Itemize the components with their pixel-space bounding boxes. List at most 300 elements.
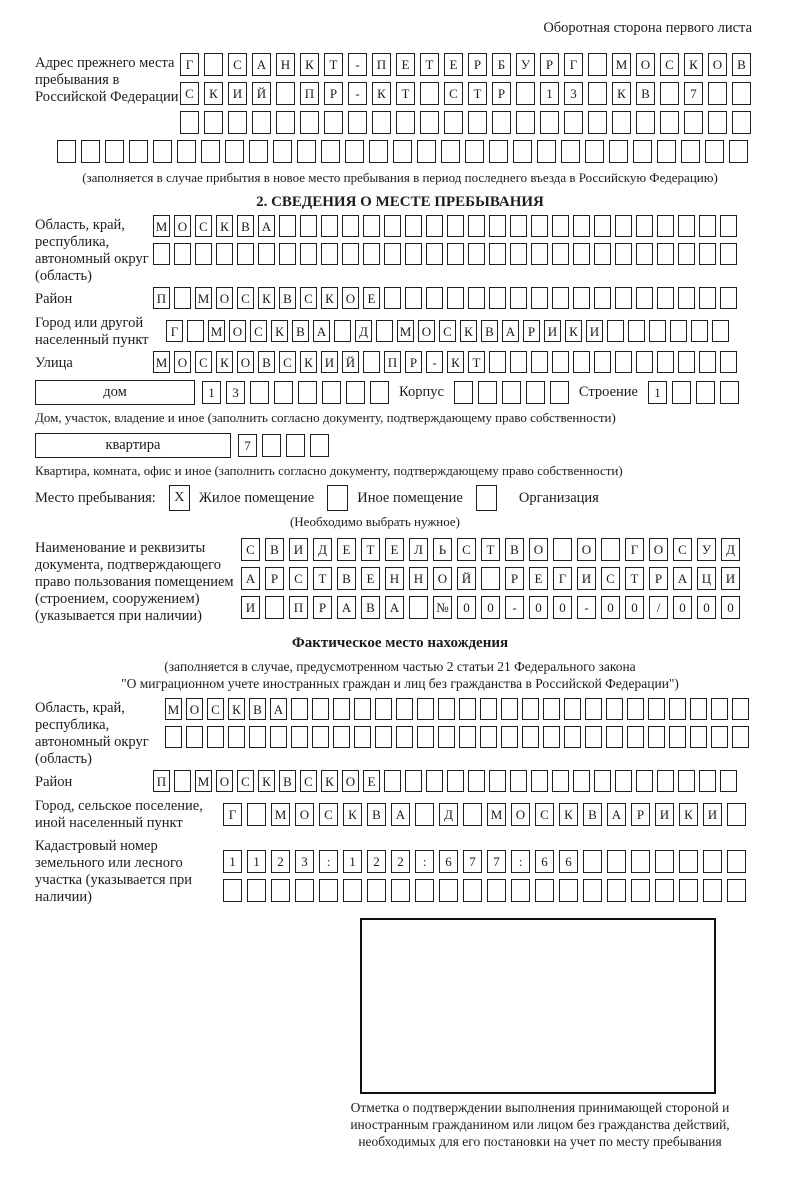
char-cell[interactable]: С	[180, 82, 199, 105]
char-cell[interactable]	[657, 287, 674, 309]
char-cell[interactable]	[468, 287, 485, 309]
char-cell[interactable]	[447, 287, 464, 309]
char-cell[interactable]	[543, 698, 560, 720]
char-cell[interactable]: О	[636, 53, 655, 76]
char-cell[interactable]	[415, 879, 434, 902]
char-cell[interactable]	[447, 243, 464, 265]
char-cell[interactable]	[363, 215, 380, 237]
char-cell[interactable]: К	[271, 320, 288, 342]
char-cell[interactable]: О	[174, 351, 191, 373]
char-cell[interactable]: К	[321, 287, 338, 309]
char-cell[interactable]	[207, 726, 224, 748]
char-cell[interactable]	[262, 434, 281, 457]
char-cell[interactable]	[342, 243, 359, 265]
char-cell[interactable]: 0	[481, 596, 500, 619]
char-cell[interactable]: 0	[457, 596, 476, 619]
char-cell[interactable]: 1	[540, 82, 559, 105]
char-cell[interactable]	[531, 215, 548, 237]
char-cell[interactable]: С	[444, 82, 463, 105]
char-cell[interactable]: О	[708, 53, 727, 76]
char-cell[interactable]: В	[258, 351, 275, 373]
char-cell[interactable]	[489, 287, 506, 309]
char-cell[interactable]	[391, 879, 410, 902]
char-cell[interactable]: Т	[361, 538, 380, 561]
char-cell[interactable]	[612, 111, 631, 134]
char-cell[interactable]	[300, 243, 317, 265]
char-cell[interactable]: А	[252, 53, 271, 76]
char-cell[interactable]: С	[195, 351, 212, 373]
char-cell[interactable]	[489, 243, 506, 265]
char-cell[interactable]	[636, 770, 653, 792]
char-cell[interactable]: О	[529, 538, 548, 561]
char-cell[interactable]: 2	[271, 850, 290, 873]
char-cell[interactable]	[531, 243, 548, 265]
char-cell[interactable]	[516, 111, 535, 134]
char-cell[interactable]: О	[216, 287, 233, 309]
char-cell[interactable]	[660, 82, 679, 105]
char-cell[interactable]	[657, 770, 674, 792]
char-cell[interactable]: :	[319, 850, 338, 873]
char-cell[interactable]: С	[673, 538, 692, 561]
char-cell[interactable]	[540, 111, 559, 134]
char-cell[interactable]	[334, 320, 351, 342]
char-cell[interactable]: М	[271, 803, 290, 826]
char-cell[interactable]: П	[372, 53, 391, 76]
char-cell[interactable]	[678, 215, 695, 237]
char-cell[interactable]	[396, 111, 415, 134]
char-cell[interactable]	[678, 287, 695, 309]
char-cell[interactable]: -	[348, 82, 367, 105]
char-cell[interactable]	[607, 879, 626, 902]
char-cell[interactable]	[655, 850, 674, 873]
char-cell[interactable]	[405, 770, 422, 792]
char-cell[interactable]: -	[348, 53, 367, 76]
char-cell[interactable]	[279, 215, 296, 237]
char-cell[interactable]	[678, 770, 695, 792]
char-cell[interactable]: 6	[535, 850, 554, 873]
char-cell[interactable]: 2	[391, 850, 410, 873]
char-cell[interactable]: А	[241, 567, 260, 590]
char-cell[interactable]	[550, 381, 569, 404]
char-cell[interactable]	[615, 243, 632, 265]
char-cell[interactable]	[177, 140, 196, 163]
char-cell[interactable]	[354, 698, 371, 720]
char-cell[interactable]	[585, 140, 604, 163]
char-cell[interactable]	[732, 82, 751, 105]
char-cell[interactable]: 7	[463, 850, 482, 873]
char-cell[interactable]	[526, 381, 545, 404]
char-cell[interactable]	[372, 111, 391, 134]
char-cell[interactable]: К	[321, 770, 338, 792]
char-cell[interactable]	[459, 726, 476, 748]
char-cell[interactable]	[573, 287, 590, 309]
char-cell[interactable]: О	[418, 320, 435, 342]
char-cell[interactable]: Й	[252, 82, 271, 105]
char-cell[interactable]	[321, 215, 338, 237]
char-cell[interactable]	[265, 596, 284, 619]
char-cell[interactable]: :	[415, 850, 434, 873]
char-cell[interactable]	[573, 243, 590, 265]
char-cell[interactable]: К	[216, 215, 233, 237]
char-cell[interactable]: М	[195, 770, 212, 792]
char-cell[interactable]: С	[241, 538, 260, 561]
char-cell[interactable]	[657, 243, 674, 265]
char-cell[interactable]	[363, 243, 380, 265]
char-cell[interactable]	[468, 243, 485, 265]
other-premises-checkbox[interactable]	[327, 485, 348, 511]
char-cell[interactable]: О	[649, 538, 668, 561]
char-cell[interactable]	[510, 770, 527, 792]
char-cell[interactable]	[463, 803, 482, 826]
char-cell[interactable]	[225, 140, 244, 163]
char-cell[interactable]	[417, 140, 436, 163]
char-cell[interactable]: М	[153, 215, 170, 237]
char-cell[interactable]	[510, 351, 527, 373]
char-cell[interactable]	[705, 140, 724, 163]
char-cell[interactable]	[516, 82, 535, 105]
char-cell[interactable]: И	[289, 538, 308, 561]
char-cell[interactable]: Е	[444, 53, 463, 76]
char-cell[interactable]: В	[279, 287, 296, 309]
char-cell[interactable]	[438, 726, 455, 748]
char-cell[interactable]	[552, 215, 569, 237]
char-cell[interactable]	[343, 879, 362, 902]
char-cell[interactable]: О	[216, 770, 233, 792]
char-cell[interactable]	[606, 726, 623, 748]
char-cell[interactable]	[345, 140, 364, 163]
char-cell[interactable]	[588, 53, 607, 76]
char-cell[interactable]: В	[732, 53, 751, 76]
char-cell[interactable]	[354, 726, 371, 748]
char-cell[interactable]: Р	[468, 53, 487, 76]
char-cell[interactable]: С	[207, 698, 224, 720]
char-cell[interactable]: К	[679, 803, 698, 826]
char-cell[interactable]: -	[505, 596, 524, 619]
char-cell[interactable]: П	[289, 596, 308, 619]
char-cell[interactable]	[279, 243, 296, 265]
char-cell[interactable]	[405, 215, 422, 237]
char-cell[interactable]: С	[195, 215, 212, 237]
char-cell[interactable]: В	[361, 596, 380, 619]
char-cell[interactable]	[703, 879, 722, 902]
char-cell[interactable]	[727, 803, 746, 826]
char-cell[interactable]	[342, 215, 359, 237]
char-cell[interactable]: О	[433, 567, 452, 590]
char-cell[interactable]: Г	[625, 538, 644, 561]
char-cell[interactable]	[129, 140, 148, 163]
char-cell[interactable]	[720, 215, 737, 237]
organization-checkbox[interactable]	[476, 485, 497, 511]
char-cell[interactable]	[204, 111, 223, 134]
char-cell[interactable]	[247, 803, 266, 826]
char-cell[interactable]	[510, 287, 527, 309]
char-cell[interactable]	[420, 82, 439, 105]
char-cell[interactable]: /	[649, 596, 668, 619]
char-cell[interactable]	[223, 879, 242, 902]
char-cell[interactable]	[420, 111, 439, 134]
char-cell[interactable]	[657, 140, 676, 163]
char-cell[interactable]	[487, 879, 506, 902]
char-cell[interactable]: Й	[342, 351, 359, 373]
char-cell[interactable]: 0	[673, 596, 692, 619]
char-cell[interactable]	[573, 351, 590, 373]
char-cell[interactable]	[720, 770, 737, 792]
char-cell[interactable]	[678, 243, 695, 265]
char-cell[interactable]	[511, 879, 530, 902]
char-cell[interactable]: И	[321, 351, 338, 373]
char-cell[interactable]	[648, 698, 665, 720]
char-cell[interactable]	[657, 351, 674, 373]
char-cell[interactable]: В	[249, 698, 266, 720]
char-cell[interactable]: Е	[363, 770, 380, 792]
char-cell[interactable]: Н	[409, 567, 428, 590]
char-cell[interactable]: О	[186, 698, 203, 720]
char-cell[interactable]	[187, 320, 204, 342]
char-cell[interactable]: С	[457, 538, 476, 561]
char-cell[interactable]	[174, 287, 191, 309]
char-cell[interactable]: Р	[265, 567, 284, 590]
char-cell[interactable]	[594, 243, 611, 265]
char-cell[interactable]: У	[697, 538, 716, 561]
char-cell[interactable]	[396, 698, 413, 720]
char-cell[interactable]: О	[342, 287, 359, 309]
char-cell[interactable]	[174, 770, 191, 792]
char-cell[interactable]: Д	[721, 538, 740, 561]
char-cell[interactable]	[438, 698, 455, 720]
char-cell[interactable]	[699, 215, 716, 237]
char-cell[interactable]: Г	[223, 803, 242, 826]
char-cell[interactable]	[417, 698, 434, 720]
char-cell[interactable]: Р	[505, 567, 524, 590]
char-cell[interactable]: К	[460, 320, 477, 342]
char-cell[interactable]: 0	[697, 596, 716, 619]
char-cell[interactable]	[258, 243, 275, 265]
char-cell[interactable]: 1	[343, 850, 362, 873]
char-cell[interactable]: С	[535, 803, 554, 826]
char-cell[interactable]	[678, 351, 695, 373]
char-cell[interactable]: Т	[468, 82, 487, 105]
char-cell[interactable]	[690, 698, 707, 720]
char-cell[interactable]	[186, 726, 203, 748]
apartment-type-box[interactable]: квартира	[35, 433, 231, 458]
char-cell[interactable]: Й	[457, 567, 476, 590]
char-cell[interactable]	[703, 850, 722, 873]
char-cell[interactable]	[720, 351, 737, 373]
char-cell[interactable]: И	[544, 320, 561, 342]
char-cell[interactable]	[492, 111, 511, 134]
char-cell[interactable]	[699, 770, 716, 792]
char-cell[interactable]	[174, 243, 191, 265]
char-cell[interactable]: А	[391, 803, 410, 826]
char-cell[interactable]: А	[607, 803, 626, 826]
char-cell[interactable]: М	[487, 803, 506, 826]
char-cell[interactable]: Р	[324, 82, 343, 105]
char-cell[interactable]	[228, 726, 245, 748]
char-cell[interactable]	[583, 850, 602, 873]
char-cell[interactable]	[501, 726, 518, 748]
char-cell[interactable]	[564, 698, 581, 720]
char-cell[interactable]	[270, 726, 287, 748]
char-cell[interactable]: Р	[649, 567, 668, 590]
residential-checkbox[interactable]: X	[169, 485, 190, 511]
char-cell[interactable]	[636, 287, 653, 309]
char-cell[interactable]	[552, 351, 569, 373]
char-cell[interactable]	[369, 140, 388, 163]
char-cell[interactable]: С	[279, 351, 296, 373]
char-cell[interactable]: 1	[247, 850, 266, 873]
char-cell[interactable]	[615, 351, 632, 373]
char-cell[interactable]	[588, 82, 607, 105]
char-cell[interactable]	[426, 243, 443, 265]
char-cell[interactable]: С	[601, 567, 620, 590]
char-cell[interactable]	[417, 726, 434, 748]
char-cell[interactable]: В	[583, 803, 602, 826]
char-cell[interactable]	[657, 215, 674, 237]
char-cell[interactable]	[201, 140, 220, 163]
char-cell[interactable]	[204, 53, 223, 76]
char-cell[interactable]	[594, 215, 611, 237]
char-cell[interactable]: Ь	[433, 538, 452, 561]
char-cell[interactable]: 0	[601, 596, 620, 619]
char-cell[interactable]: Г	[180, 53, 199, 76]
char-cell[interactable]	[252, 111, 271, 134]
char-cell[interactable]	[615, 215, 632, 237]
char-cell[interactable]	[690, 726, 707, 748]
char-cell[interactable]	[333, 698, 350, 720]
char-cell[interactable]	[594, 770, 611, 792]
char-cell[interactable]: 1	[648, 381, 667, 404]
char-cell[interactable]: М	[153, 351, 170, 373]
char-cell[interactable]	[465, 140, 484, 163]
char-cell[interactable]	[699, 243, 716, 265]
char-cell[interactable]: 3	[226, 381, 245, 404]
char-cell[interactable]	[510, 215, 527, 237]
char-cell[interactable]	[537, 140, 556, 163]
char-cell[interactable]	[291, 698, 308, 720]
char-cell[interactable]	[319, 879, 338, 902]
char-cell[interactable]	[606, 698, 623, 720]
char-cell[interactable]: Е	[396, 53, 415, 76]
char-cell[interactable]: К	[559, 803, 578, 826]
char-cell[interactable]	[681, 140, 700, 163]
char-cell[interactable]	[699, 351, 716, 373]
char-cell[interactable]: Т	[396, 82, 415, 105]
char-cell[interactable]	[648, 726, 665, 748]
char-cell[interactable]: 2	[367, 850, 386, 873]
char-cell[interactable]: Д	[313, 538, 332, 561]
char-cell[interactable]	[672, 381, 691, 404]
char-cell[interactable]	[552, 287, 569, 309]
char-cell[interactable]	[489, 351, 506, 373]
char-cell[interactable]: С	[228, 53, 247, 76]
char-cell[interactable]: В	[337, 567, 356, 590]
char-cell[interactable]: Н	[276, 53, 295, 76]
char-cell[interactable]	[295, 879, 314, 902]
char-cell[interactable]	[165, 726, 182, 748]
char-cell[interactable]	[628, 320, 645, 342]
char-cell[interactable]	[585, 698, 602, 720]
char-cell[interactable]	[405, 243, 422, 265]
char-cell[interactable]: К	[612, 82, 631, 105]
char-cell[interactable]	[631, 850, 650, 873]
char-cell[interactable]: А	[502, 320, 519, 342]
char-cell[interactable]: А	[270, 698, 287, 720]
char-cell[interactable]	[321, 140, 340, 163]
char-cell[interactable]	[249, 140, 268, 163]
char-cell[interactable]: Т	[481, 538, 500, 561]
char-cell[interactable]: Д	[355, 320, 372, 342]
char-cell[interactable]	[636, 351, 653, 373]
char-cell[interactable]	[510, 243, 527, 265]
char-cell[interactable]: О	[511, 803, 530, 826]
char-cell[interactable]: И	[586, 320, 603, 342]
char-cell[interactable]: С	[439, 320, 456, 342]
char-cell[interactable]: В	[636, 82, 655, 105]
char-cell[interactable]	[300, 215, 317, 237]
char-cell[interactable]	[384, 287, 401, 309]
char-cell[interactable]	[727, 879, 746, 902]
char-cell[interactable]: В	[279, 770, 296, 792]
char-cell[interactable]	[585, 726, 602, 748]
char-cell[interactable]: К	[343, 803, 362, 826]
char-cell[interactable]: У	[516, 53, 535, 76]
char-cell[interactable]: 7	[684, 82, 703, 105]
char-cell[interactable]	[631, 879, 650, 902]
char-cell[interactable]: О	[229, 320, 246, 342]
char-cell[interactable]: Р	[492, 82, 511, 105]
char-cell[interactable]	[478, 381, 497, 404]
char-cell[interactable]	[273, 140, 292, 163]
char-cell[interactable]	[531, 351, 548, 373]
char-cell[interactable]: Т	[324, 53, 343, 76]
char-cell[interactable]: А	[673, 567, 692, 590]
char-cell[interactable]	[444, 111, 463, 134]
char-cell[interactable]	[732, 726, 749, 748]
char-cell[interactable]: Б	[492, 53, 511, 76]
char-cell[interactable]	[415, 803, 434, 826]
char-cell[interactable]: Р	[313, 596, 332, 619]
char-cell[interactable]: В	[481, 320, 498, 342]
char-cell[interactable]	[363, 351, 380, 373]
char-cell[interactable]	[333, 726, 350, 748]
char-cell[interactable]	[468, 111, 487, 134]
char-cell[interactable]: 1	[202, 381, 221, 404]
char-cell[interactable]: К	[300, 53, 319, 76]
char-cell[interactable]: №	[433, 596, 452, 619]
char-cell[interactable]	[384, 770, 401, 792]
char-cell[interactable]: Е	[361, 567, 380, 590]
char-cell[interactable]: 0	[625, 596, 644, 619]
char-cell[interactable]	[708, 82, 727, 105]
char-cell[interactable]: 7	[238, 434, 257, 457]
char-cell[interactable]: П	[384, 351, 401, 373]
confirmation-stamp-box[interactable]	[360, 918, 716, 1094]
char-cell[interactable]: М	[208, 320, 225, 342]
char-cell[interactable]: В	[367, 803, 386, 826]
char-cell[interactable]	[57, 140, 76, 163]
char-cell[interactable]	[669, 698, 686, 720]
char-cell[interactable]: В	[292, 320, 309, 342]
char-cell[interactable]: С	[660, 53, 679, 76]
char-cell[interactable]	[480, 726, 497, 748]
char-cell[interactable]	[480, 698, 497, 720]
char-cell[interactable]: М	[165, 698, 182, 720]
char-cell[interactable]: -	[577, 596, 596, 619]
char-cell[interactable]	[720, 287, 737, 309]
char-cell[interactable]	[601, 538, 620, 561]
char-cell[interactable]: К	[228, 698, 245, 720]
char-cell[interactable]	[489, 770, 506, 792]
